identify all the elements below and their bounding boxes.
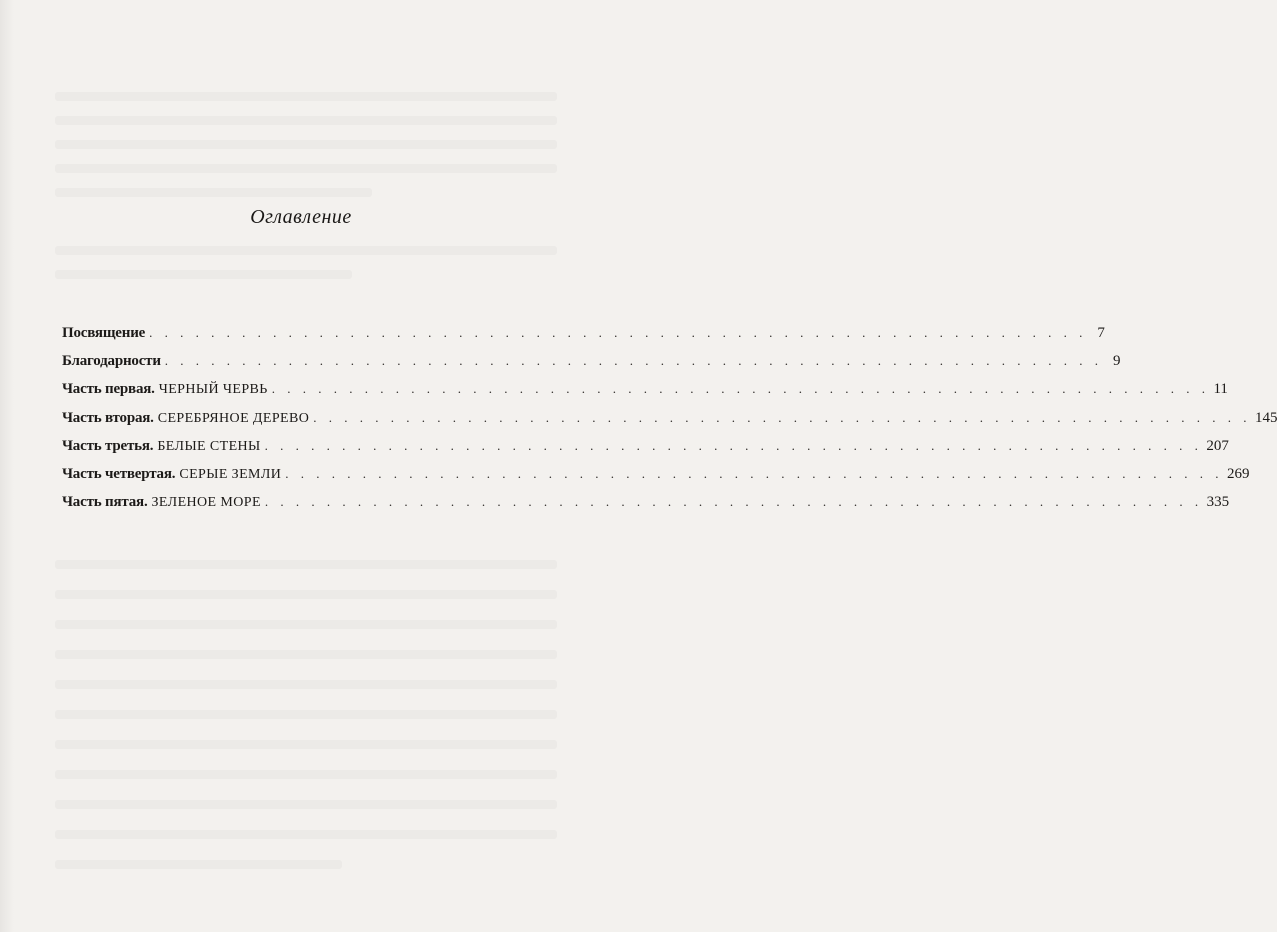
toc-entry-title: Часть вторая. <box>62 409 154 426</box>
show-through-line <box>55 650 557 659</box>
toc-dot-leader: . . . . . . . . . . . . . . . . . . . . . . . . . . . . . . . . . . . . . . . . . . . . . . . . . . . . . . . . . . . . . <box>264 437 1203 453</box>
toc-entry-subtitle: СЕРЕБРЯНОЕ ДЕРЕВО <box>157 410 310 426</box>
show-through-line <box>55 140 557 149</box>
show-through-line <box>55 620 557 629</box>
show-through-line <box>55 92 557 101</box>
toc-page-number: 7 <box>1097 325 1105 341</box>
show-through-line <box>55 680 557 689</box>
toc-entry-title: Часть четвертая. <box>62 465 176 482</box>
show-through-line <box>55 246 557 255</box>
toc-dot-leader: . . . . . . . . . . . . . . . . . . . . . . . . . . . . . . . . . . . . . . . . . . . . . . . . . . . . . . . . . . . . . <box>313 409 1251 425</box>
show-through-line <box>55 188 372 197</box>
toc-page-number: 145 <box>1254 409 1277 426</box>
toc-dot-leader: . . . . . . . . . . . . . . . . . . . . . . . . . . . . . . . . . . . . . . . . . . . . . . . . . . . . . . . . . . . . . <box>149 325 1087 340</box>
show-through-line <box>55 270 352 279</box>
show-through-line <box>55 116 557 125</box>
toc-entry-part-4[interactable] <box>62 465 1250 494</box>
toc-page-number: 269 <box>1227 465 1250 482</box>
toc-entry-part-3[interactable] <box>62 437 1229 466</box>
show-through-line <box>55 800 557 809</box>
toc-entry-title: Часть пятая. <box>62 494 148 511</box>
toc-entry-subtitle: ЗЕЛЕНОЕ МОРЕ <box>151 495 261 511</box>
show-through-line <box>55 770 557 779</box>
toc-entry-part-5[interactable] <box>62 494 1230 522</box>
toc-entry-title: Благодарности <box>62 353 161 370</box>
toc-entry-title: Часть третья. <box>62 437 154 454</box>
toc-entry-subtitle: СЕРЫЕ ЗЕМЛИ <box>179 466 282 482</box>
show-through-line <box>55 860 342 869</box>
page-edge-shadow <box>0 0 14 932</box>
toc-entry-subtitle: ЧЕРНЫЙ ЧЕРВЬ <box>158 382 268 398</box>
toc-dot-leader: . . . . . . . . . . . . . . . . . . . . . . . . . . . . . . . . . . . . . . . . . . . . . . . . . . . . . . . . . . . . . <box>271 381 1210 397</box>
toc-entry-dedication[interactable] <box>62 325 1105 353</box>
toc-dot-leader: . . . . . . . . . . . . . . . . . . . . . . . . . . . . . . . . . . . . . . . . . . . . . . . . . . . . . . . . . . . . . <box>164 353 1103 369</box>
show-through-line <box>55 590 557 599</box>
toc-entry-part-1[interactable] <box>62 381 1228 409</box>
toc-entry-subtitle: БЕЛЫЕ СТЕНЫ <box>157 438 261 454</box>
toc-entry-title: Часть первая. <box>62 381 155 398</box>
toc-entry-part-2[interactable] <box>62 409 1277 438</box>
toc-dot-leader: . . . . . . . . . . . . . . . . . . . . . . . . . . . . . . . . . . . . . . . . . . . . . . . . . . . . . . . . . . . . . <box>264 494 1203 510</box>
toc-heading: Оглавление <box>250 206 352 228</box>
show-through-line <box>55 710 557 719</box>
table-of-contents <box>62 325 1277 522</box>
toc-page-number: 207 <box>1206 437 1229 454</box>
toc-entry-acknowledgements[interactable] <box>62 353 1121 381</box>
toc-dot-leader: . . . . . . . . . . . . . . . . . . . . . . . . . . . . . . . . . . . . . . . . . . . . . . . . . . . . . . . . . . . . . <box>285 465 1224 481</box>
show-through-line <box>55 560 557 569</box>
show-through-line <box>55 740 557 749</box>
toc-page-number: 9 <box>1113 353 1121 370</box>
toc-entry-title: Посвящение <box>62 325 146 341</box>
show-through-line <box>55 164 557 173</box>
toc-page-number: 335 <box>1206 494 1230 511</box>
show-through-line <box>55 830 557 839</box>
toc-page-number: 11 <box>1213 381 1228 398</box>
